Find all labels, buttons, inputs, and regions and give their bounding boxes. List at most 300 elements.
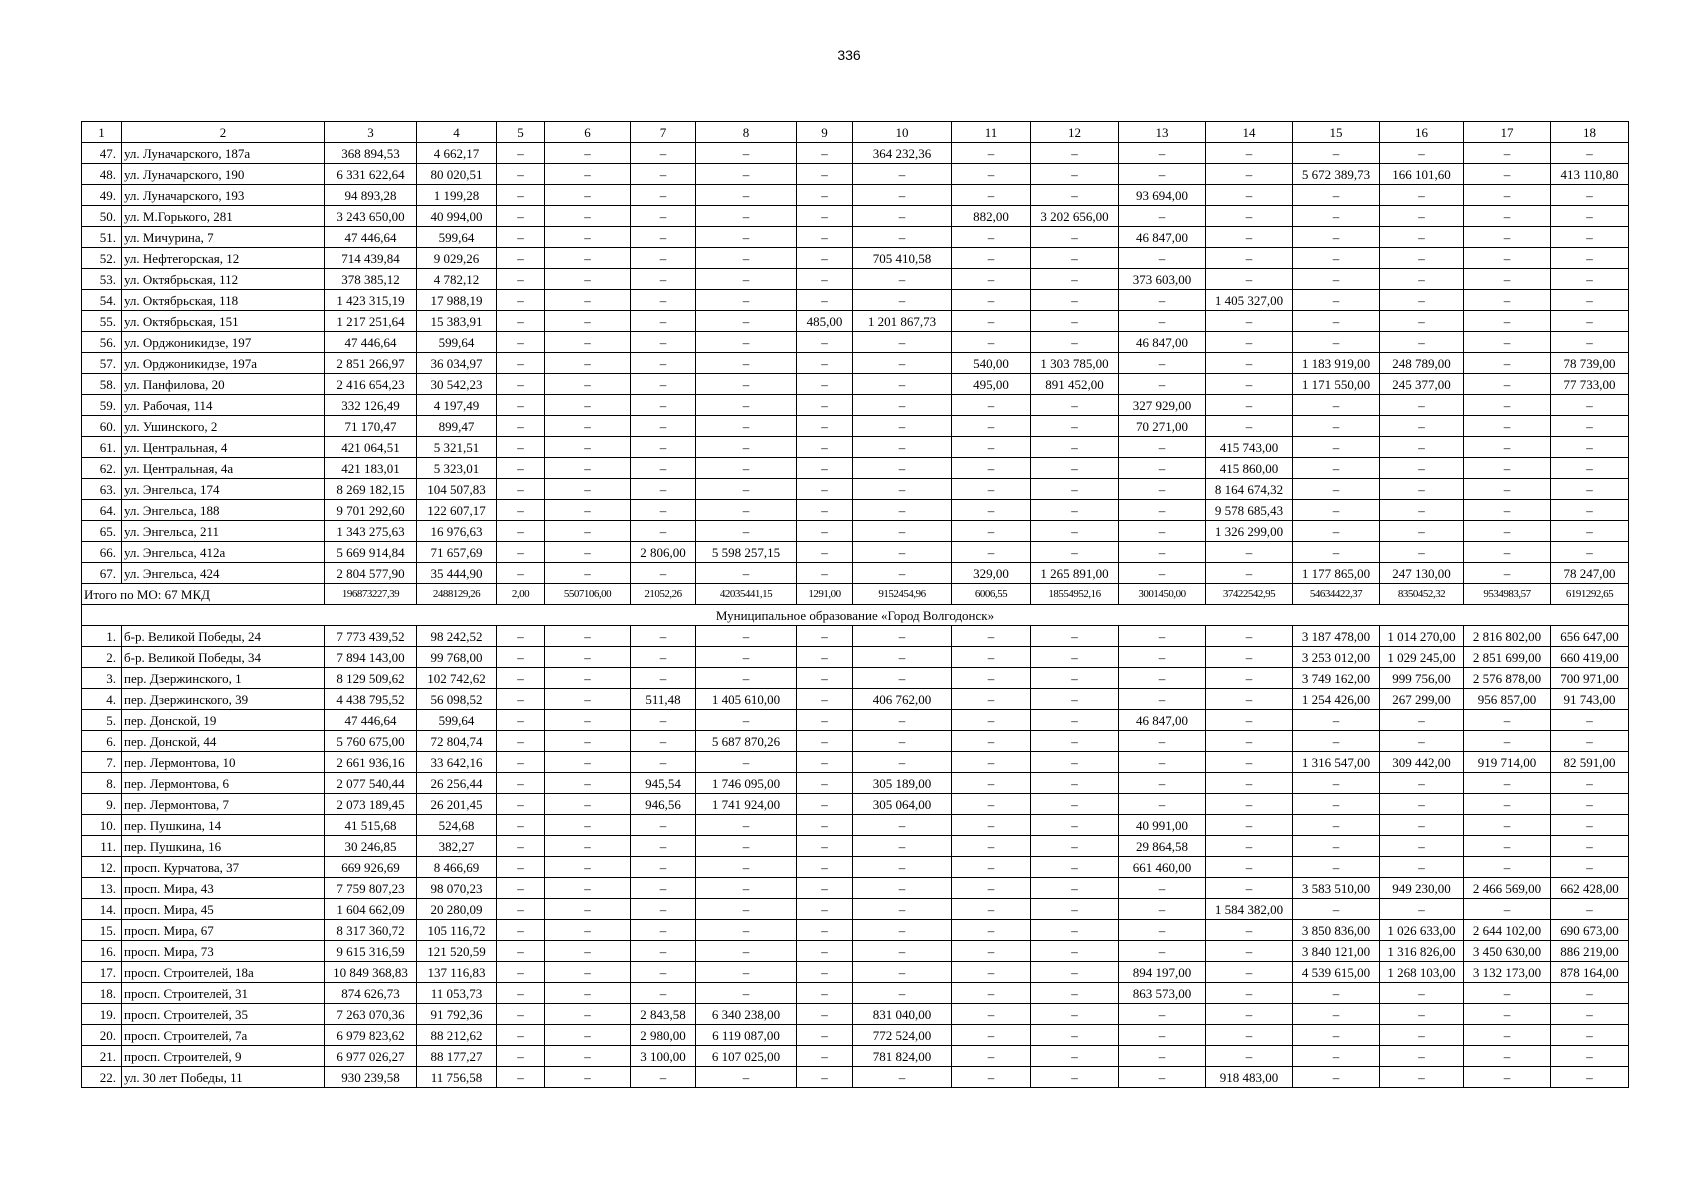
value-cell: 3 132 173,00 [1464, 962, 1551, 983]
value-cell: – [952, 920, 1031, 941]
address-cell: ул. Энгельса, 424 [122, 563, 325, 584]
address-cell: пер. Лермонтова, 7 [122, 794, 325, 815]
column-number-header: 11 [952, 122, 1031, 143]
value-cell: – [696, 626, 797, 647]
value-cell: – [497, 416, 545, 437]
value-cell: – [1206, 857, 1293, 878]
value-cell: – [631, 269, 696, 290]
value-cell: – [1206, 668, 1293, 689]
value-cell: – [1380, 416, 1464, 437]
address-cell: просп. Строителей, 35 [122, 1004, 325, 1025]
value-cell: – [1464, 836, 1551, 857]
value-cell: – [797, 794, 853, 815]
value-cell: 1 026 633,00 [1380, 920, 1464, 941]
value-cell: – [1464, 857, 1551, 878]
value-cell: – [696, 248, 797, 269]
table-row [82, 416, 1629, 437]
value-cell: – [797, 815, 853, 836]
value-cell: – [1293, 836, 1380, 857]
value-cell: 2 077 540,44 [325, 773, 417, 794]
value-cell: – [545, 962, 631, 983]
value-cell: 47 446,64 [325, 710, 417, 731]
value-cell: 661 460,00 [1119, 857, 1206, 878]
value-cell: – [497, 773, 545, 794]
value-cell: – [631, 920, 696, 941]
address-cell: ул. Центральная, 4а [122, 458, 325, 479]
address-cell: пер. Донской, 19 [122, 710, 325, 731]
value-cell: – [1206, 353, 1293, 374]
value-cell: – [853, 458, 952, 479]
value-cell: – [545, 143, 631, 164]
table-row [82, 647, 1629, 668]
value-cell: – [1031, 311, 1119, 332]
value-cell: – [853, 353, 952, 374]
value-cell: – [797, 248, 853, 269]
value-cell: – [696, 269, 797, 290]
value-cell: – [952, 479, 1031, 500]
value-cell: 495,00 [952, 374, 1031, 395]
value-cell: – [545, 248, 631, 269]
table-row [82, 836, 1629, 857]
value-cell: – [1031, 857, 1119, 878]
row-number: 58. [82, 374, 122, 395]
value-cell: 421 064,51 [325, 437, 417, 458]
value-cell: 6 979 823,62 [325, 1025, 417, 1046]
value-cell: 122 607,17 [417, 500, 497, 521]
value-cell: 35 444,90 [417, 563, 497, 584]
value-cell: 1 217 251,64 [325, 311, 417, 332]
total-row [82, 584, 1629, 605]
column-number-header: 18 [1551, 122, 1629, 143]
value-cell: 772 524,00 [853, 1025, 952, 1046]
value-cell: – [497, 1004, 545, 1025]
value-cell: – [696, 941, 797, 962]
value-cell: 2 073 189,45 [325, 794, 417, 815]
value-cell: – [1206, 920, 1293, 941]
column-number-header: 1 [82, 122, 122, 143]
value-cell: – [631, 437, 696, 458]
value-cell: 91 743,00 [1551, 689, 1629, 710]
value-cell: – [631, 941, 696, 962]
value-cell: – [497, 1025, 545, 1046]
table-row [82, 899, 1629, 920]
table-row [82, 143, 1629, 164]
total-value: 2,00 [497, 584, 545, 605]
value-cell: 999 756,00 [1380, 668, 1464, 689]
value-cell: – [1551, 1067, 1629, 1088]
value-cell: – [1380, 1004, 1464, 1025]
value-cell: – [497, 437, 545, 458]
value-cell: – [1119, 773, 1206, 794]
value-cell: – [952, 752, 1031, 773]
value-cell: – [797, 164, 853, 185]
address-cell: ул. Орджоникидзе, 197 [122, 332, 325, 353]
value-cell: – [1551, 794, 1629, 815]
value-cell: – [797, 332, 853, 353]
value-cell: – [1293, 794, 1380, 815]
value-cell: – [631, 290, 696, 311]
row-number: 67. [82, 563, 122, 584]
value-cell: – [497, 248, 545, 269]
value-cell: – [1551, 836, 1629, 857]
address-cell: ул. Луначарского, 187а [122, 143, 325, 164]
row-number: 20. [82, 1025, 122, 1046]
value-cell: 30 542,23 [417, 374, 497, 395]
value-cell: 3 749 162,00 [1293, 668, 1380, 689]
value-cell: – [952, 311, 1031, 332]
value-cell: – [1464, 521, 1551, 542]
total-value: 3001450,00 [1119, 584, 1206, 605]
value-cell: 9 615 316,59 [325, 941, 417, 962]
value-cell: – [1464, 374, 1551, 395]
value-cell: – [1464, 332, 1551, 353]
value-cell: – [1380, 731, 1464, 752]
value-cell: – [797, 1025, 853, 1046]
value-cell: – [1031, 437, 1119, 458]
value-cell: – [696, 521, 797, 542]
value-cell: – [1119, 626, 1206, 647]
address-cell: просп. Мира, 73 [122, 941, 325, 962]
value-cell: – [853, 626, 952, 647]
value-cell: – [1031, 1025, 1119, 1046]
value-cell: – [545, 332, 631, 353]
value-cell: – [797, 857, 853, 878]
row-number: 48. [82, 164, 122, 185]
value-cell: – [1380, 269, 1464, 290]
value-cell: – [1119, 311, 1206, 332]
value-cell: 94 893,28 [325, 185, 417, 206]
value-cell: – [696, 374, 797, 395]
value-cell: – [952, 1067, 1031, 1088]
value-cell: – [545, 689, 631, 710]
value-cell: 831 040,00 [853, 1004, 952, 1025]
table-row [82, 983, 1629, 1004]
value-cell: – [1119, 752, 1206, 773]
value-cell: – [1464, 437, 1551, 458]
value-cell: 1 014 270,00 [1380, 626, 1464, 647]
total-value: 54634422,37 [1293, 584, 1380, 605]
value-cell: – [853, 437, 952, 458]
value-cell: 99 768,00 [417, 647, 497, 668]
value-cell: – [797, 206, 853, 227]
value-cell: – [696, 899, 797, 920]
value-cell: – [797, 143, 853, 164]
value-cell: 8 269 182,15 [325, 479, 417, 500]
value-cell: – [1119, 1004, 1206, 1025]
value-cell: 1 268 103,00 [1380, 962, 1464, 983]
value-cell: – [952, 521, 1031, 542]
value-cell: 329,00 [952, 563, 1031, 584]
table-row [82, 185, 1629, 206]
value-cell: – [696, 290, 797, 311]
value-cell: 7 263 070,36 [325, 1004, 417, 1025]
value-cell: – [797, 479, 853, 500]
value-cell: – [696, 416, 797, 437]
value-cell: – [1293, 1067, 1380, 1088]
header-row [82, 122, 1629, 143]
value-cell: – [631, 521, 696, 542]
value-cell: – [696, 710, 797, 731]
value-cell: – [1293, 500, 1380, 521]
value-cell: – [696, 458, 797, 479]
value-cell: 599,64 [417, 227, 497, 248]
value-cell: – [631, 374, 696, 395]
value-cell: 863 573,00 [1119, 983, 1206, 1004]
value-cell: – [853, 395, 952, 416]
value-cell: – [696, 353, 797, 374]
value-cell: – [1031, 668, 1119, 689]
value-cell: – [952, 437, 1031, 458]
value-cell: 2 576 878,00 [1464, 668, 1551, 689]
value-cell: – [1293, 542, 1380, 563]
value-cell: – [1031, 773, 1119, 794]
value-cell: 1 423 315,19 [325, 290, 417, 311]
value-cell: 3 202 656,00 [1031, 206, 1119, 227]
value-cell: – [1464, 269, 1551, 290]
value-cell: – [1380, 836, 1464, 857]
row-number: 7. [82, 752, 122, 773]
value-cell: – [631, 395, 696, 416]
value-cell: – [497, 878, 545, 899]
value-cell: – [1119, 542, 1206, 563]
row-number: 6. [82, 731, 122, 752]
value-cell: 1 405 610,00 [696, 689, 797, 710]
value-cell: – [853, 815, 952, 836]
value-cell: – [797, 374, 853, 395]
table-row [82, 668, 1629, 689]
value-cell: – [497, 710, 545, 731]
column-number-header: 16 [1380, 122, 1464, 143]
value-cell: – [497, 1046, 545, 1067]
value-cell: – [1119, 878, 1206, 899]
value-cell: 78 247,00 [1551, 563, 1629, 584]
table-row [82, 920, 1629, 941]
row-number: 15. [82, 920, 122, 941]
table-row [82, 500, 1629, 521]
value-cell: – [1206, 542, 1293, 563]
value-cell: 102 742,62 [417, 668, 497, 689]
value-cell: 56 098,52 [417, 689, 497, 710]
value-cell: – [797, 458, 853, 479]
value-cell: – [797, 710, 853, 731]
value-cell: 1 265 891,00 [1031, 563, 1119, 584]
value-cell: – [853, 479, 952, 500]
value-cell: – [696, 962, 797, 983]
value-cell: 2 843,58 [631, 1004, 696, 1025]
value-cell: 5 669 914,84 [325, 542, 417, 563]
value-cell: – [1464, 248, 1551, 269]
value-cell: – [1031, 185, 1119, 206]
value-cell: – [1380, 185, 1464, 206]
table-row [82, 731, 1629, 752]
row-number: 11. [82, 836, 122, 857]
value-cell: – [952, 899, 1031, 920]
value-cell: 305 189,00 [853, 773, 952, 794]
value-cell: – [1464, 185, 1551, 206]
value-cell: 9 578 685,43 [1206, 500, 1293, 521]
value-cell: – [1293, 290, 1380, 311]
address-cell: ул. Энгельса, 412а [122, 542, 325, 563]
value-cell: – [1551, 773, 1629, 794]
value-cell: – [696, 983, 797, 1004]
value-cell: – [1293, 710, 1380, 731]
value-cell: – [1551, 500, 1629, 521]
value-cell: – [853, 857, 952, 878]
value-cell: – [1380, 143, 1464, 164]
table-row [82, 521, 1629, 542]
value-cell: – [1464, 794, 1551, 815]
table-row [82, 1004, 1629, 1025]
value-cell: – [1551, 143, 1629, 164]
row-number: 56. [82, 332, 122, 353]
value-cell: – [952, 458, 1031, 479]
value-cell: – [1293, 458, 1380, 479]
value-cell: – [797, 1046, 853, 1067]
table-row [82, 857, 1629, 878]
address-cell: просп. Строителей, 9 [122, 1046, 325, 1067]
value-cell: – [497, 1067, 545, 1088]
value-cell: 71 657,69 [417, 542, 497, 563]
value-cell: – [631, 626, 696, 647]
value-cell: 1 343 275,63 [325, 521, 417, 542]
address-cell: ул. 30 лет Победы, 11 [122, 1067, 325, 1088]
value-cell: – [696, 836, 797, 857]
page-number: 336 [837, 47, 861, 63]
value-cell: – [952, 1046, 1031, 1067]
value-cell: 8 129 509,62 [325, 668, 417, 689]
value-cell: – [545, 773, 631, 794]
table-row [82, 311, 1629, 332]
address-cell: ул. Нефтегорская, 12 [122, 248, 325, 269]
value-cell: 247 130,00 [1380, 563, 1464, 584]
address-cell: ул. Луначарского, 190 [122, 164, 325, 185]
value-cell: – [1031, 647, 1119, 668]
value-cell: 71 170,47 [325, 416, 417, 437]
row-number: 65. [82, 521, 122, 542]
address-cell: ул. Энгельса, 188 [122, 500, 325, 521]
value-cell: – [1031, 731, 1119, 752]
address-cell: б-р. Великой Победы, 34 [122, 647, 325, 668]
value-cell: – [1206, 773, 1293, 794]
row-number: 3. [82, 668, 122, 689]
value-cell: – [853, 227, 952, 248]
value-cell: – [545, 458, 631, 479]
value-cell: 4 662,17 [417, 143, 497, 164]
value-cell: – [952, 962, 1031, 983]
value-cell: – [1551, 899, 1629, 920]
value-cell: – [1293, 311, 1380, 332]
value-cell: – [1031, 269, 1119, 290]
value-cell: – [631, 353, 696, 374]
value-cell: – [497, 374, 545, 395]
value-cell: 33 642,16 [417, 752, 497, 773]
value-cell: – [1293, 248, 1380, 269]
total-value: 8350452,32 [1380, 584, 1464, 605]
value-cell: – [1206, 626, 1293, 647]
value-cell: 599,64 [417, 332, 497, 353]
value-cell: 4 438 795,52 [325, 689, 417, 710]
value-cell: – [952, 500, 1031, 521]
value-cell: – [1293, 437, 1380, 458]
value-cell: – [497, 647, 545, 668]
value-cell: 121 520,59 [417, 941, 497, 962]
value-cell: – [696, 668, 797, 689]
value-cell: – [1206, 206, 1293, 227]
value-cell: – [1031, 1046, 1119, 1067]
value-cell: – [797, 941, 853, 962]
value-cell: – [1206, 563, 1293, 584]
row-number: 22. [82, 1067, 122, 1088]
value-cell: – [1031, 143, 1119, 164]
value-cell: – [545, 374, 631, 395]
value-cell: – [1206, 752, 1293, 773]
value-cell: – [1293, 143, 1380, 164]
column-number-header: 7 [631, 122, 696, 143]
value-cell: – [497, 752, 545, 773]
value-cell: 2 644 102,00 [1464, 920, 1551, 941]
value-cell: 2 806,00 [631, 542, 696, 563]
value-cell: – [952, 542, 1031, 563]
value-cell: – [1031, 416, 1119, 437]
row-number: 62. [82, 458, 122, 479]
column-number-header: 9 [797, 122, 853, 143]
value-cell: – [1206, 689, 1293, 710]
value-cell: – [952, 248, 1031, 269]
value-cell: 5 687 870,26 [696, 731, 797, 752]
value-cell: – [545, 206, 631, 227]
value-cell: – [797, 668, 853, 689]
value-cell: 1 604 662,09 [325, 899, 417, 920]
value-cell: 7 759 807,23 [325, 878, 417, 899]
total-value: 21052,26 [631, 584, 696, 605]
value-cell: 88 177,27 [417, 1046, 497, 1067]
address-cell: ул. М.Горького, 281 [122, 206, 325, 227]
address-cell: ул. Центральная, 4 [122, 437, 325, 458]
value-cell: 4 539 615,00 [1293, 962, 1380, 983]
value-cell: – [797, 500, 853, 521]
total-value: 9152454,96 [853, 584, 952, 605]
value-cell: – [1206, 248, 1293, 269]
value-cell: – [497, 164, 545, 185]
value-cell: – [497, 227, 545, 248]
value-cell: – [1380, 206, 1464, 227]
value-cell: 248 789,00 [1380, 353, 1464, 374]
value-cell: 4 197,49 [417, 395, 497, 416]
value-cell: – [497, 458, 545, 479]
table-row [82, 1046, 1629, 1067]
value-cell: – [797, 689, 853, 710]
value-cell: – [631, 710, 696, 731]
value-cell: – [1031, 836, 1119, 857]
row-number: 64. [82, 500, 122, 521]
value-cell: – [545, 521, 631, 542]
value-cell: – [1464, 479, 1551, 500]
value-cell: 41 515,68 [325, 815, 417, 836]
value-cell: – [1551, 857, 1629, 878]
value-cell: – [497, 290, 545, 311]
value-cell: – [1206, 164, 1293, 185]
address-cell: пер. Пушкина, 16 [122, 836, 325, 857]
row-number: 49. [82, 185, 122, 206]
value-cell: – [853, 500, 952, 521]
value-cell: – [1551, 206, 1629, 227]
value-cell: 98 242,52 [417, 626, 497, 647]
column-number-header: 15 [1293, 122, 1380, 143]
value-cell: – [797, 353, 853, 374]
value-cell: 1 326 299,00 [1206, 521, 1293, 542]
value-cell: – [631, 962, 696, 983]
value-cell: – [1293, 815, 1380, 836]
